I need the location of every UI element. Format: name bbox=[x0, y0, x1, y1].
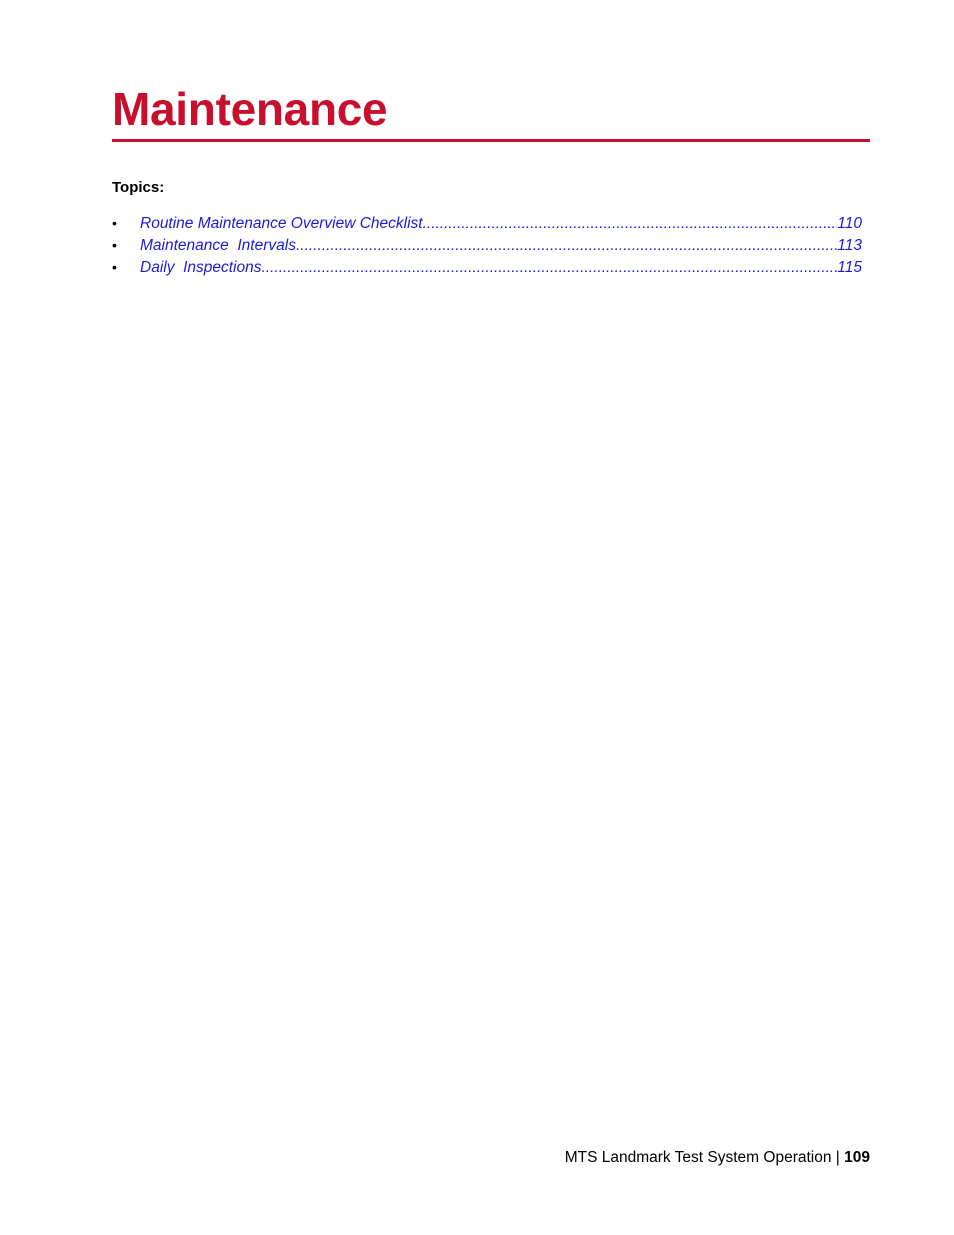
title-rule bbox=[112, 139, 870, 142]
dot-leader bbox=[423, 213, 838, 235]
toc-link-daily-inspections[interactable] bbox=[140, 257, 862, 279]
bullet-icon: • bbox=[112, 237, 117, 253]
chapter-title: Maintenance bbox=[112, 83, 388, 135]
list-item bbox=[112, 256, 862, 278]
list-item bbox=[112, 212, 862, 234]
toc-page-number: 110 bbox=[837, 215, 862, 232]
bullet-icon: • bbox=[112, 215, 117, 231]
dot-leader bbox=[261, 257, 837, 279]
page-footer bbox=[565, 1148, 870, 1168]
footer-separator: | bbox=[835, 1149, 840, 1166]
toc-link-text: Daily Inspections bbox=[140, 259, 262, 276]
toc-page-number: 115 bbox=[837, 259, 862, 276]
toc-link-maintenance-intervals[interactable] bbox=[140, 235, 862, 257]
toc-link-text: Maintenance Intervals bbox=[140, 237, 296, 254]
toc-link-routine-maintenance-overview-checklist[interactable] bbox=[140, 213, 862, 235]
bullet-icon: • bbox=[112, 259, 117, 275]
dot-leader bbox=[296, 235, 837, 257]
topics-label: Topics: bbox=[112, 179, 165, 196]
toc-page-number: 113 bbox=[837, 237, 862, 254]
toc-link-text: Routine Maintenance Overview Checklist bbox=[140, 215, 423, 232]
list-item bbox=[112, 234, 862, 256]
footer-doc-title: MTS Landmark Test System Operation bbox=[564, 1149, 832, 1166]
topics-list bbox=[112, 212, 862, 278]
footer-page-number: 109 bbox=[844, 1149, 870, 1166]
